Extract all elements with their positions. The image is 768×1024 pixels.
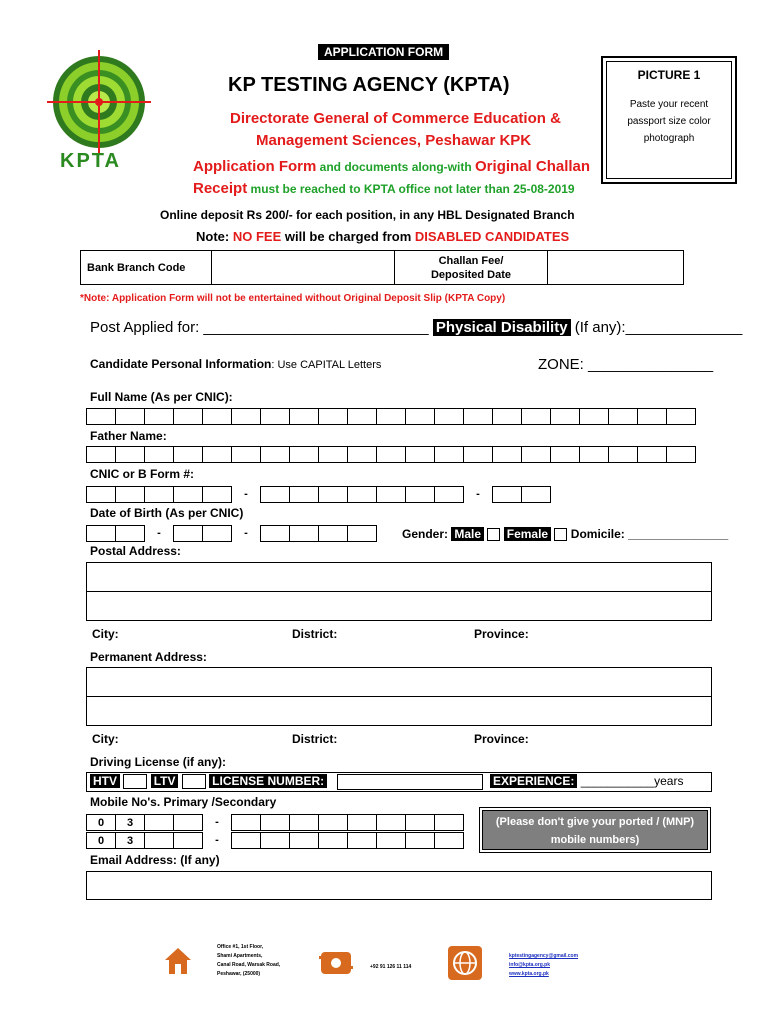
dob-cell[interactable] xyxy=(86,525,116,542)
cnic-cell[interactable] xyxy=(144,486,174,503)
mobile-secondary-cell[interactable]: - xyxy=(215,834,219,846)
mobile-primary-cell[interactable] xyxy=(434,814,464,831)
driving-license-label: Driving License (if any): xyxy=(90,755,227,769)
mobile-secondary-cell[interactable] xyxy=(260,832,290,849)
mobile-primary-grid[interactable] xyxy=(87,814,464,831)
cnic-grid[interactable] xyxy=(87,486,551,503)
post-applied-row xyxy=(90,319,742,336)
picture-title: PICTURE 1 xyxy=(637,68,701,82)
mobile-secondary-cell[interactable] xyxy=(231,832,261,849)
instructions-line2 xyxy=(193,180,575,197)
mobile-secondary-cell[interactable] xyxy=(289,832,319,849)
cnic-cell[interactable] xyxy=(173,486,203,503)
mobile-secondary-cell[interactable] xyxy=(376,832,406,849)
instr-part4: Receipt xyxy=(193,180,248,197)
permanent-address-line1[interactable] xyxy=(86,667,712,697)
instr-part5: must be reached to KPTA office not later than 25-08-2019 xyxy=(247,182,575,196)
htv-checkbox[interactable] xyxy=(123,774,147,789)
note-no-fee: NO FEE xyxy=(232,229,282,244)
challan-label-2: Deposited Date xyxy=(430,268,512,281)
globe-icon xyxy=(448,946,478,976)
dob-cell[interactable] xyxy=(318,525,348,542)
postal-address-line2[interactable] xyxy=(86,591,712,621)
physical-disability-label: Physical Disability xyxy=(433,319,571,336)
email-input[interactable] xyxy=(86,871,712,900)
mnp-note: (Please don't give your ported / (MNP) mobile numbers) xyxy=(482,810,708,850)
mobile-primary-cell[interactable] xyxy=(231,814,261,831)
dob-cell[interactable]: - xyxy=(244,527,248,539)
postal-district-label: District: xyxy=(292,627,338,641)
post-applied-label: Post Applied for: ___________________________ xyxy=(90,319,429,336)
note-prefix: Note: xyxy=(196,229,233,244)
footer-address-line1: Office #1, 1st Floor, xyxy=(217,944,264,950)
full-name-cell[interactable] xyxy=(637,408,667,425)
full-name-cell[interactable] xyxy=(202,408,232,425)
father-name-cell[interactable] xyxy=(376,446,406,463)
directorate-line1: Directorate General of Commerce Education & xyxy=(230,110,561,127)
full-name-cell[interactable] xyxy=(666,408,696,425)
permanent-city-label: City: xyxy=(92,732,119,746)
footer-website-link[interactable]: www.kpta.org.pk xyxy=(509,971,549,977)
full-name-cell[interactable] xyxy=(521,408,551,425)
mobile-secondary-cell[interactable] xyxy=(347,832,377,849)
challan-label xyxy=(395,251,548,285)
postal-address-label: Postal Address: xyxy=(90,544,181,558)
full-name-cell[interactable] xyxy=(173,408,203,425)
instr-part2: and documents along-with xyxy=(316,160,476,174)
bank-table xyxy=(80,250,684,285)
father-name-cell[interactable] xyxy=(405,446,435,463)
mobile-secondary-cell[interactable] xyxy=(405,832,435,849)
cnic-cell[interactable] xyxy=(115,486,145,503)
mobile-primary-cell[interactable]: - xyxy=(215,816,219,828)
father-name-grid[interactable] xyxy=(87,446,696,463)
full-name-grid[interactable] xyxy=(87,408,696,425)
mobile-secondary-cell[interactable] xyxy=(434,832,464,849)
father-name-cell[interactable] xyxy=(144,446,174,463)
full-name-cell[interactable] xyxy=(115,408,145,425)
mobile-secondary-cell[interactable]: 3 xyxy=(115,832,145,849)
picture-box[interactable] xyxy=(601,56,737,184)
mobile-secondary-cell[interactable] xyxy=(173,832,203,849)
instructions-line1 xyxy=(193,158,590,175)
footer-phone: +92 91 126 11 114 xyxy=(370,964,412,970)
dob-cell[interactable] xyxy=(115,525,145,542)
mobile-label: Mobile No's. Primary /Secondary xyxy=(90,795,277,809)
ltv-checkbox[interactable] xyxy=(182,774,206,789)
mobile-secondary-cell[interactable]: 0 xyxy=(86,832,116,849)
father-name-cell[interactable] xyxy=(550,446,580,463)
kpta-logo xyxy=(44,50,154,180)
dob-cell[interactable] xyxy=(347,525,377,542)
full-name-cell[interactable] xyxy=(550,408,580,425)
footer-info-link[interactable]: info@kpta.org.pk xyxy=(509,962,550,968)
cnic-cell[interactable] xyxy=(86,486,116,503)
father-name-cell[interactable] xyxy=(202,446,232,463)
logo-text: KPTA xyxy=(60,150,121,172)
father-name-cell[interactable] xyxy=(318,446,348,463)
dob-cell[interactable] xyxy=(173,525,203,542)
footer-address-line2: Shami Apartments, xyxy=(217,953,263,959)
gender-label: Gender: xyxy=(402,527,449,541)
challan-date-input[interactable] xyxy=(548,251,684,285)
cnic-label: CNIC or B Form #: xyxy=(90,467,195,481)
personal-info-hint: : Use CAPITAL Letters xyxy=(271,359,382,371)
father-name-cell[interactable] xyxy=(579,446,609,463)
license-number-input[interactable] xyxy=(337,774,483,790)
note-line xyxy=(196,229,569,244)
mobile-primary-cell[interactable] xyxy=(173,814,203,831)
bank-branch-code-input[interactable] xyxy=(212,251,395,285)
mobile-primary-cell[interactable]: 0 xyxy=(86,814,116,831)
full-name-cell[interactable] xyxy=(608,408,638,425)
gender-female-checkbox[interactable] xyxy=(554,528,567,541)
gender-male-label: Male xyxy=(451,527,484,541)
mobile-primary-cell[interactable] xyxy=(318,814,348,831)
domicile-field[interactable]: Domicile: _______________ xyxy=(570,527,729,541)
htv-label: HTV xyxy=(90,774,120,788)
directorate-line2: Management Sciences, Peshawar KPK xyxy=(256,132,532,149)
mobile-primary-cell[interactable]: 3 xyxy=(115,814,145,831)
cnic-cell[interactable] xyxy=(260,486,290,503)
father-name-cell[interactable] xyxy=(492,446,522,463)
dob-cell[interactable] xyxy=(260,525,290,542)
permanent-address-label: Permanent Address: xyxy=(90,650,207,664)
experience-years-field[interactable]: ___________years xyxy=(580,774,684,788)
full-name-cell[interactable] xyxy=(405,408,435,425)
full-name-cell[interactable] xyxy=(231,408,261,425)
deposit-line: Online deposit Rs 200/- for each position, in any HBL Designated Branch xyxy=(160,208,575,222)
mobile-primary-cell[interactable] xyxy=(289,814,319,831)
father-name-cell[interactable] xyxy=(666,446,696,463)
email-label: Email Address: (If any) xyxy=(90,853,220,867)
dob-cell[interactable] xyxy=(202,525,232,542)
home-icon xyxy=(163,946,193,976)
permanent-address-line2[interactable] xyxy=(86,696,712,726)
cnic-cell[interactable] xyxy=(521,486,551,503)
full-name-cell[interactable] xyxy=(376,408,406,425)
full-name-label: Full Name (As per CNIC): xyxy=(90,390,233,404)
note-disabled: DISABLED CANDIDATES xyxy=(414,229,570,244)
father-name-cell[interactable] xyxy=(231,446,261,463)
cnic-cell[interactable] xyxy=(376,486,406,503)
cnic-cell[interactable] xyxy=(405,486,435,503)
full-name-cell[interactable] xyxy=(579,408,609,425)
full-name-cell[interactable] xyxy=(144,408,174,425)
mobile-secondary-grid[interactable] xyxy=(87,832,464,849)
mobile-secondary-cell[interactable] xyxy=(144,832,174,849)
father-name-cell[interactable] xyxy=(347,446,377,463)
license-row-content xyxy=(90,774,327,789)
cnic-cell[interactable]: - xyxy=(476,488,480,500)
note-middle: will be charged from xyxy=(281,229,415,244)
cnic-cell[interactable]: - xyxy=(244,488,248,500)
father-name-cell[interactable] xyxy=(463,446,493,463)
footer-address-line4: Peshawar, (25000) xyxy=(217,971,261,977)
mobile-primary-cell[interactable] xyxy=(144,814,174,831)
dob-cell[interactable]: - xyxy=(157,527,161,539)
form-label: APPLICATION FORM xyxy=(318,44,449,60)
father-name-label: Father Name: xyxy=(90,429,167,443)
footer-address-line3: Canal Road, Warsak Road, xyxy=(217,962,281,968)
footer-address xyxy=(217,943,280,979)
postal-province-label: Province: xyxy=(474,627,529,641)
zone-field[interactable]: ZONE: _______________ xyxy=(538,356,714,373)
father-name-cell[interactable] xyxy=(173,446,203,463)
father-name-cell[interactable] xyxy=(608,446,638,463)
full-name-cell[interactable] xyxy=(492,408,522,425)
full-name-cell[interactable] xyxy=(289,408,319,425)
full-name-cell[interactable] xyxy=(463,408,493,425)
postal-address-line1[interactable] xyxy=(86,562,712,592)
full-name-cell[interactable] xyxy=(318,408,348,425)
father-name-cell[interactable] xyxy=(115,446,145,463)
mobile-primary-cell[interactable] xyxy=(347,814,377,831)
full-name-cell[interactable] xyxy=(86,408,116,425)
postal-city-label: City: xyxy=(92,627,119,641)
ltv-label: LTV xyxy=(151,774,179,788)
gender-male-checkbox[interactable] xyxy=(487,528,500,541)
father-name-cell[interactable] xyxy=(86,446,116,463)
dob-cell[interactable] xyxy=(289,525,319,542)
license-number-label: LICENSE NUMBER: xyxy=(209,774,327,788)
cnic-cell[interactable] xyxy=(202,486,232,503)
application-note: *Note: Application Form will not be entertained without Original Deposit Slip (KPTA Copy) xyxy=(80,293,506,304)
experience-label: EXPERIENCE: xyxy=(490,774,577,788)
dob-grid[interactable] xyxy=(87,525,377,542)
cnic-cell[interactable] xyxy=(289,486,319,503)
gender-female-label: Female xyxy=(504,527,551,541)
permanent-district-label: District: xyxy=(292,732,338,746)
father-name-cell[interactable] xyxy=(289,446,319,463)
mobile-primary-cell[interactable] xyxy=(405,814,435,831)
personal-info-heading xyxy=(90,357,381,371)
permanent-province-label: Province: xyxy=(474,732,529,746)
full-name-cell[interactable] xyxy=(260,408,290,425)
instr-part1: Application Form xyxy=(193,158,317,175)
bank-branch-code-label: Bank Branch Code xyxy=(81,251,212,285)
father-name-cell[interactable] xyxy=(434,446,464,463)
cnic-cell[interactable] xyxy=(492,486,522,503)
disability-suffix: (If any):______________ xyxy=(570,319,743,336)
phone-icon xyxy=(319,948,349,978)
mobile-primary-cell[interactable] xyxy=(376,814,406,831)
footer-email-link[interactable]: kptestingagency@gmail.com xyxy=(509,953,579,959)
challan-label-1: Challan Fee/ xyxy=(438,254,504,267)
cnic-cell[interactable] xyxy=(347,486,377,503)
mobile-primary-cell[interactable] xyxy=(260,814,290,831)
full-name-cell[interactable] xyxy=(434,408,464,425)
father-name-cell[interactable] xyxy=(637,446,667,463)
personal-info-label: Candidate Personal Information xyxy=(90,357,272,371)
experience-row xyxy=(490,774,683,788)
father-name-cell[interactable] xyxy=(260,446,290,463)
father-name-cell[interactable] xyxy=(521,446,551,463)
mobile-secondary-cell[interactable] xyxy=(318,832,348,849)
gender-row xyxy=(402,527,728,541)
footer-contacts xyxy=(509,952,578,979)
cnic-cell[interactable] xyxy=(318,486,348,503)
dob-label: Date of Birth (As per CNIC) xyxy=(90,506,244,520)
instr-part3: Original Challan xyxy=(475,158,591,175)
full-name-cell[interactable] xyxy=(347,408,377,425)
agency-title: KP TESTING AGENCY (KPTA) xyxy=(228,74,510,96)
cnic-cell[interactable] xyxy=(434,486,464,503)
picture-desc: Paste your recent passport size color photograph xyxy=(627,99,711,144)
